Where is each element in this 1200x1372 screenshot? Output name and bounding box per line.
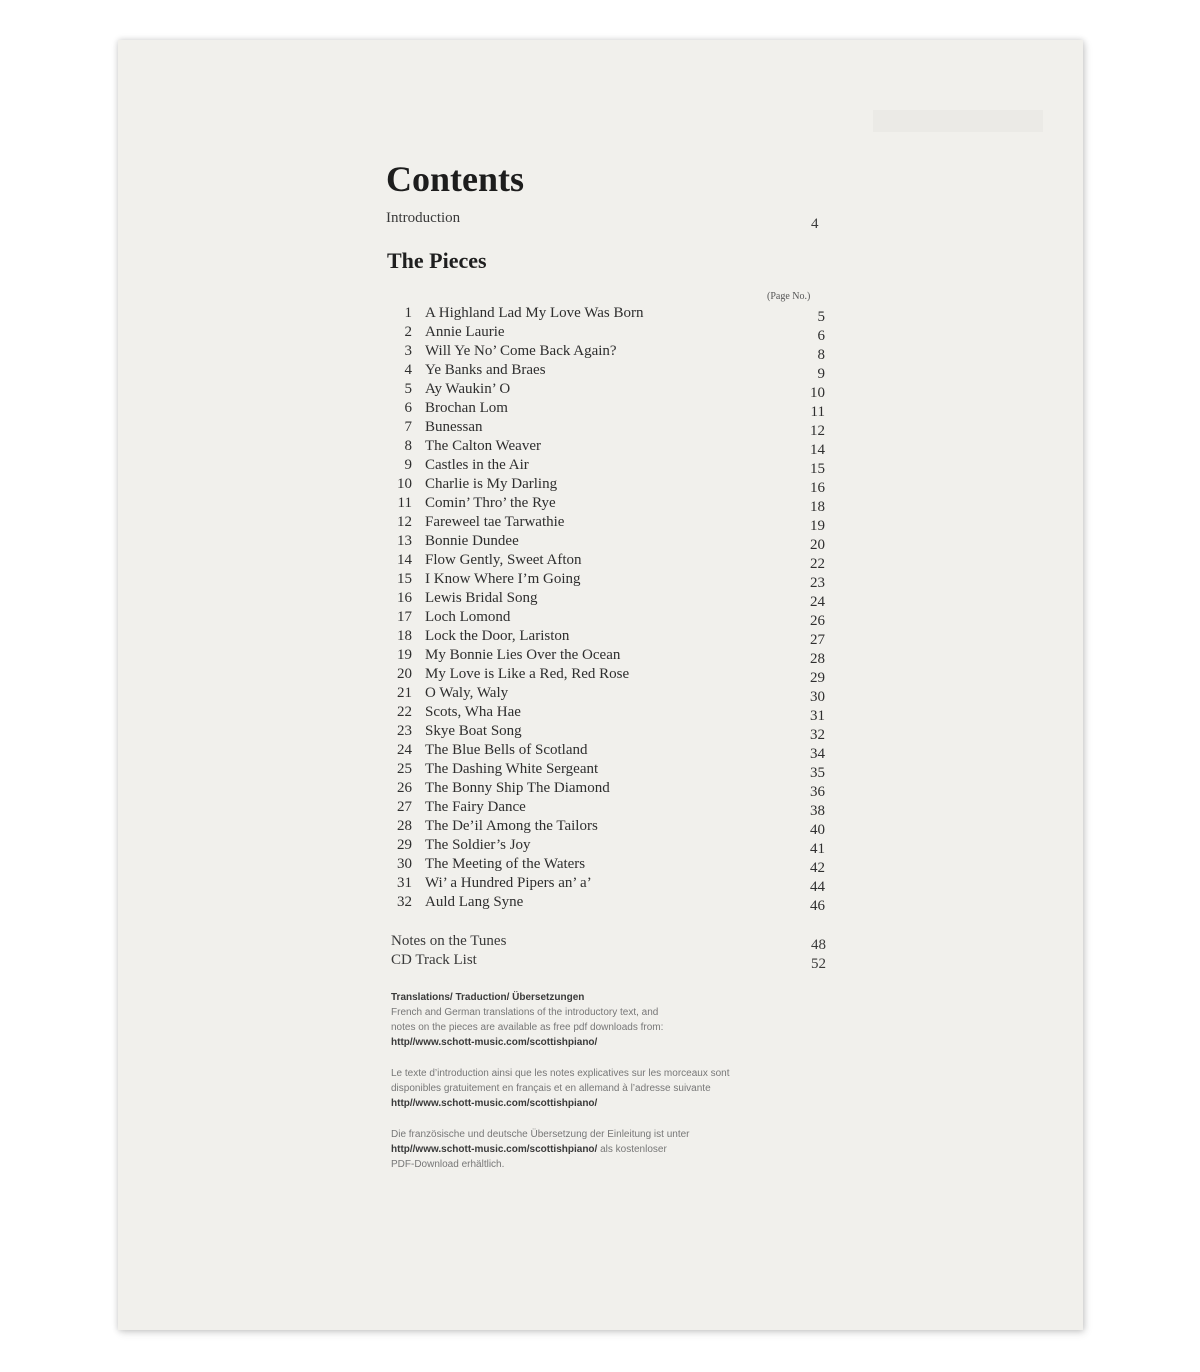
toc-row [390,627,830,646]
piece-page: 41 [810,841,825,857]
piece-page: 18 [810,499,825,515]
piece-number: 19 [397,647,412,663]
piece-title: Loch Lomond [425,609,511,625]
piece-page: 16 [810,480,825,496]
piece-page: 12 [810,423,825,439]
piece-title: Flow Gently, Sweet Afton [425,552,582,568]
toc-row [390,836,830,855]
piece-title: Ye Banks and Braes [425,362,546,378]
toc-row [390,361,830,380]
introduction-page: 4 [811,216,819,232]
toc-row [390,475,830,494]
piece-title: Brochan Lom [425,400,508,416]
piece-title: The Bonny Ship The Diamond [425,780,610,796]
piece-title: A Highland Lad My Love Was Born [425,305,644,321]
toc-row [390,665,830,684]
extras-list [391,932,831,970]
piece-number: 23 [397,723,412,739]
piece-title: Castles in the Air [425,457,529,473]
toc-row [390,570,830,589]
piece-page: 36 [810,784,825,800]
piece-page: 26 [810,613,825,629]
toc-row [390,513,830,532]
toc-row [390,437,830,456]
extra-row [391,951,831,970]
piece-page: 40 [810,822,825,838]
toc-row [390,494,830,513]
piece-page: 15 [810,461,825,477]
piece-title: The De’il Among the Tailors [425,818,598,834]
french-line-2: disponibles gratuitement en français et en allemand à l’adresse suivante [391,1083,711,1094]
piece-number: 24 [397,742,412,758]
piece-page: 28 [810,651,825,667]
show-through-text [863,100,1043,148]
extra-page: 48 [811,937,826,953]
piece-number: 3 [404,343,412,359]
piece-page: 42 [810,860,825,876]
piece-number: 11 [397,495,412,511]
piece-title: The Blue Bells of Scotland [425,742,588,758]
piece-number: 25 [397,761,412,777]
toc-row [390,741,830,760]
toc-row [390,874,830,893]
piece-number: 6 [404,400,412,416]
piece-page: 35 [810,765,825,781]
piece-number: 2 [404,324,412,340]
toc-row [390,779,830,798]
piece-number: 29 [397,837,412,853]
piece-number: 8 [404,438,412,454]
piece-page: 24 [810,594,825,610]
piece-number: 16 [397,590,412,606]
piece-title: The Meeting of the Waters [425,856,586,872]
piece-title: Fareweel tae Tarwathie [425,514,565,530]
french-url: http//www.schott-music.com/scottishpiano/ [391,1098,598,1109]
piece-number: 26 [397,780,412,796]
piece-title: Bunessan [425,419,483,435]
toc-row [390,418,830,437]
english-line-1: French and German translations of the introductory text, and [391,1007,659,1018]
piece-number: 31 [397,875,412,891]
piece-number: 30 [397,856,412,872]
piece-page: 23 [810,575,825,591]
english-url: http//www.schott-music.com/scottishpiano/ [391,1037,598,1048]
toc-row [390,684,830,703]
piece-page: 46 [810,898,825,914]
piece-title: Scots, Wha Hae [425,704,521,720]
toc-row [390,456,830,475]
piece-number: 4 [404,362,412,378]
piece-title: I Know Where I’m Going [425,571,581,587]
piece-page: 11 [810,404,825,420]
translations-notes [391,990,831,1188]
toc-row [390,817,830,836]
page-no-header: (Page No.) [767,291,811,302]
german-line-1: Die französische und deutsche Übersetzung der Einleitung ist unter [391,1129,690,1140]
piece-title: Lock the Door, Lariston [425,628,570,644]
german-line-2-suffix: als kostenloser [597,1144,667,1155]
introduction-entry [386,210,826,232]
toc-row [390,304,830,323]
piece-page: 29 [810,670,825,686]
french-note [391,1066,831,1111]
extra-page: 52 [811,956,826,972]
piece-page: 34 [810,746,825,762]
toc-row [390,798,830,817]
piece-number: 7 [404,419,412,435]
piece-title: Skye Boat Song [425,723,522,739]
piece-number: 32 [397,894,412,910]
piece-page: 10 [810,385,825,401]
piece-page: 19 [810,518,825,534]
piece-number: 13 [397,533,412,549]
piece-page: 9 [817,366,825,382]
toc-row [390,760,830,779]
piece-title: Will Ye No’ Come Back Again? [425,343,617,359]
section-title: The Pieces [387,248,487,273]
piece-title: My Love is Like a Red, Red Rose [425,666,630,682]
piece-page: 31 [810,708,825,724]
piece-number: 27 [397,799,412,815]
piece-title: Comin’ Thro’ the Rye [425,495,556,511]
piece-number: 12 [397,514,412,530]
piece-number: 22 [397,704,412,720]
german-line-3: PDF-Download erhältlich. [391,1159,505,1170]
piece-title: Bonnie Dundee [425,533,519,549]
piece-number: 1 [404,305,412,321]
piece-number: 5 [404,381,412,397]
extra-row [391,932,831,951]
english-note [391,1005,831,1050]
piece-page: 22 [810,556,825,572]
piece-page: 14 [810,442,825,458]
piece-title: The Fairy Dance [425,799,526,815]
piece-number: 28 [397,818,412,834]
piece-number: 9 [404,457,412,473]
piece-number: 15 [397,571,412,587]
toc-row [390,893,830,912]
toc-row [390,399,830,418]
piece-page: 27 [810,632,825,648]
piece-number: 17 [397,609,412,625]
contents-title: Contents [386,159,525,199]
piece-number: 10 [397,476,412,492]
toc-row [390,646,830,665]
german-note [391,1127,831,1172]
piece-page: 20 [810,537,825,553]
toc-row [390,551,830,570]
piece-title: My Bonnie Lies Over the Ocean [425,647,621,663]
toc-row [390,342,830,361]
piece-page: 8 [817,347,825,363]
piece-title: Charlie is My Darling [425,476,558,492]
pieces-list [390,304,830,912]
german-line-2 [391,1142,831,1157]
piece-title: Auld Lang Syne [425,894,524,910]
toc-row [390,608,830,627]
toc-row [390,323,830,342]
piece-title: Wi’ a Hundred Pipers an’ a’ [425,875,592,891]
piece-page: 44 [810,879,825,895]
piece-number: 14 [397,552,412,568]
piece-title: Annie Laurie [425,324,505,340]
piece-number: 20 [397,666,412,682]
french-line-1: Le texte d’introduction ainsi que les notes explicatives sur les morceaux sont [391,1068,730,1079]
toc-row [390,532,830,551]
introduction-label: Introduction [386,210,461,226]
piece-number: 21 [397,685,412,701]
toc-row [390,380,830,399]
piece-title: O Waly, Waly [425,685,509,701]
extra-title: Notes on the Tunes [391,933,507,949]
piece-title: The Calton Weaver [425,438,541,454]
toc-row [390,855,830,874]
piece-page: 38 [810,803,825,819]
toc-row [390,722,830,741]
english-line-2: notes on the pieces are available as free pdf downloads from: [391,1022,664,1033]
piece-number: 18 [397,628,412,644]
piece-page: 30 [810,689,825,705]
piece-title: Ay Waukin’ O [425,381,511,397]
piece-title: Lewis Bridal Song [425,590,538,606]
piece-title: The Dashing White Sergeant [425,761,599,777]
book-page [118,40,1083,1330]
toc-row [390,703,830,722]
piece-title: The Soldier’s Joy [425,837,531,853]
german-url: http//www.schott-music.com/scottishpiano/ [391,1144,598,1155]
piece-page: 5 [817,309,825,325]
extra-title: CD Track List [391,952,477,968]
bleed-through-mark [863,100,1043,140]
piece-page: 6 [817,328,825,344]
piece-page: 32 [810,727,825,743]
toc-row [390,589,830,608]
translations-heading: Translations/ Traduction/ Übersetzungen [391,992,585,1003]
